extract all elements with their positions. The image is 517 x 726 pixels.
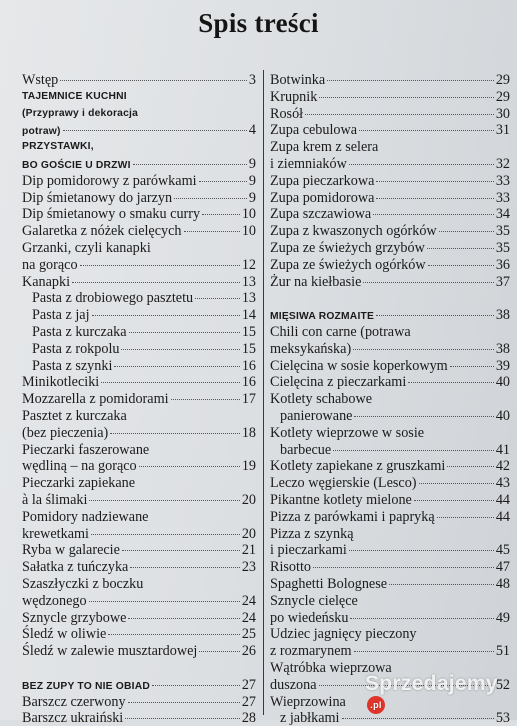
toc-page-number: 21 <box>241 542 256 559</box>
toc-entry-title: Zupa ze świeżych grzybów <box>270 240 425 256</box>
toc-entry-title: Cielęcina w sosie koperkowym <box>270 357 448 374</box>
toc-entry-title: Dip śmietanowy do jarzyn <box>22 189 173 206</box>
toc-page-number: 12 <box>241 256 256 273</box>
toc-page-number: 27 <box>241 676 256 693</box>
toc-entry <box>270 358 510 374</box>
toc-page-number: 10 <box>241 206 256 223</box>
toc-entry <box>22 576 256 592</box>
toc-leader-dots <box>389 584 494 585</box>
toc-entry-title: Cielęcina z pieczarkami <box>270 374 407 391</box>
toc-leader-dots <box>333 450 494 451</box>
toc-entry-title: potraw) <box>22 126 61 138</box>
toc-entry <box>22 257 256 273</box>
toc-entry <box>22 223 256 239</box>
toc-entry-title: Zupa cebulowa <box>270 122 358 139</box>
toc-entry-title: Pasta z rokpolu <box>32 340 120 357</box>
toc-page-number: 33 <box>495 172 510 189</box>
toc-leader-dots <box>92 315 240 316</box>
toc-leader-dots <box>89 601 240 602</box>
toc-leader-dots <box>376 315 494 316</box>
toc-page-number: 43 <box>495 475 510 492</box>
toc-leader-dots <box>139 466 240 467</box>
toc-entry <box>22 425 256 441</box>
toc-entry <box>22 341 256 357</box>
toc-entry-title: BO GOŚCIE U DRZWI <box>22 160 131 171</box>
toc-page-number: 29 <box>495 88 510 105</box>
toc-section-heading <box>22 122 256 140</box>
toc-page-number: 44 <box>495 508 510 525</box>
toc-leader-dots <box>414 500 494 501</box>
toc-entry <box>22 593 256 609</box>
toc-entry <box>270 559 510 575</box>
toc-entry <box>270 72 510 88</box>
toc-entry-title: Minikotleciki <box>22 374 100 391</box>
toc-page-number: 51 <box>495 643 510 660</box>
toc-page-number: 15 <box>241 340 256 357</box>
toc-page-number: 34 <box>495 206 510 223</box>
toc-entry <box>270 509 510 525</box>
toc-entry-title: Pasztet z kurczaka <box>22 408 127 424</box>
toc-entry-title: Wątróbka wieprzowa <box>270 660 392 676</box>
toc-leader-dots <box>121 349 239 350</box>
toc-leader-dots <box>376 198 493 199</box>
toc-entry-title: Grzanki, czyli kanapki <box>22 240 151 256</box>
toc-entry <box>22 391 256 407</box>
toc-page-number: 52 <box>495 676 510 693</box>
toc-page-number: 48 <box>495 576 510 592</box>
toc-page-number: 27 <box>241 693 256 710</box>
toc-entry-title: Zupa ze świeżych ogórków <box>270 256 426 273</box>
toc-entry <box>22 72 256 88</box>
toc-page-number: 16 <box>241 357 256 374</box>
toc-entry <box>270 274 510 290</box>
toc-entry-title: Wstęp <box>22 72 59 88</box>
toc-page-number: 40 <box>495 374 510 391</box>
toc-leader-dots <box>110 433 240 434</box>
toc-section-heading <box>22 139 256 155</box>
toc-entry-title: Zupa szczawiowa <box>270 206 372 223</box>
toc-entry-title: Pomidory nadziewane <box>22 508 149 525</box>
toc-page-number: 35 <box>495 240 510 256</box>
toc-entry <box>270 139 510 155</box>
toc-section-heading <box>22 156 256 174</box>
toc-page-number: 13 <box>241 290 256 307</box>
toc-leader-dots <box>437 517 494 518</box>
toc-entry-title: Kotlety zapiekane z gruszkami <box>270 458 446 475</box>
toc-leader-dots <box>363 282 493 283</box>
toc-section-heading <box>22 677 256 695</box>
toc-entry-title: Kanapki <box>22 273 71 290</box>
toc-page-number: 25 <box>241 626 256 643</box>
toc-page-number: 23 <box>241 559 256 576</box>
toc-entry <box>22 274 256 290</box>
toc-entry-title: Zupa pomidorowa <box>270 189 375 206</box>
toc-entry-title: Galaretka z nóżek cielęcych <box>22 223 182 240</box>
toc-leader-dots <box>89 500 239 501</box>
toc-entry-title: Mozzarella z pomidorami <box>22 391 169 408</box>
toc-leader-dots <box>199 181 247 182</box>
toc-leader-dots <box>359 130 494 131</box>
toc-page-number: 13 <box>241 273 256 290</box>
toc-entry-title: Zupa pieczarkowa <box>270 172 375 189</box>
toc-leader-dots <box>327 80 494 81</box>
toc-entry-title: Żur na kiełbasie <box>270 273 362 290</box>
toc-entry <box>270 442 510 458</box>
toc-page-number: 44 <box>495 492 510 508</box>
toc-entry <box>270 425 510 441</box>
toc-entry <box>270 458 510 474</box>
toc-leader-dots <box>152 685 240 686</box>
toc-page-number: 20 <box>241 492 256 508</box>
toc-entry-title: Pieczarki zapiekane <box>22 475 136 492</box>
toc-entry-title: Risotto <box>270 559 311 576</box>
watermark-badge: .pl <box>367 696 385 714</box>
toc-leader-dots <box>349 164 494 165</box>
toc-page-number: 14 <box>241 307 256 324</box>
toc-leader-dots <box>184 231 240 232</box>
toc-entry-title: i pieczarkami <box>270 542 347 559</box>
toc-entry <box>22 492 256 508</box>
toc-page-number: 35 <box>495 223 510 240</box>
toc-page-number: 26 <box>241 643 256 660</box>
toc-page-number: 40 <box>495 408 510 424</box>
toc-page-number: 38 <box>495 340 510 357</box>
toc-page-number: 16 <box>241 374 256 391</box>
toc-leader-dots <box>195 298 240 299</box>
toc-page-number: 15 <box>241 324 256 340</box>
toc-entry-title: Pizza z szynką <box>270 525 354 542</box>
toc-entry-title: z jabłkami <box>280 710 340 726</box>
toc-entry <box>270 240 510 256</box>
toc-entry <box>22 358 256 374</box>
toc-entry <box>22 509 256 525</box>
toc-leader-dots <box>60 80 247 81</box>
toc-entry-title: Barszcz czerwony <box>22 693 126 710</box>
toc-entry-title: Pasta z jaj <box>32 307 90 324</box>
watermark <box>365 672 517 720</box>
toc-leader-dots <box>428 265 494 266</box>
toc-entry-title: Dip śmietanowy o smaku curry <box>22 206 201 223</box>
toc-entry <box>270 190 510 206</box>
toc-leader-dots <box>91 534 240 535</box>
toc-entry <box>270 610 510 626</box>
toc-entry-title: MIĘSIWA ROZMAITE <box>270 311 375 323</box>
toc-entry <box>270 391 510 407</box>
toc-leader-dots <box>349 550 494 551</box>
toc-page-number: 24 <box>241 609 256 626</box>
toc-page-number: 38 <box>495 307 510 324</box>
toc-leader-dots <box>202 214 240 215</box>
toc-leader-dots <box>408 382 494 383</box>
toc-entry-title: panierowane <box>280 408 353 424</box>
toc-leader-dots <box>305 114 494 115</box>
toc-leader-dots <box>354 651 494 652</box>
toc-page-number: 36 <box>495 256 510 273</box>
toc-entry-title: Wieprzowina <box>270 693 346 710</box>
toc-page-number: 39 <box>495 357 510 374</box>
toc-entry <box>22 324 256 340</box>
toc-entry-title: Sznycle grzybowe <box>22 609 127 626</box>
toc-entry-title: BEZ ZUPY TO NIE OBIAD <box>22 680 150 692</box>
toc-leader-dots <box>128 702 240 703</box>
toc-entry <box>22 240 256 256</box>
toc-leader-dots <box>171 399 240 400</box>
toc-entry-title: po wiedeńsku <box>270 609 349 626</box>
toc-entry <box>22 374 256 390</box>
toc-entry <box>270 122 510 138</box>
toc-entry <box>22 559 256 575</box>
toc-entry-title: na gorąco <box>22 256 78 273</box>
toc-page-number: 28 <box>241 710 256 726</box>
toc-section-heading <box>22 106 256 122</box>
toc-entry-title: Śledź w zalewie musztardowej <box>22 643 198 660</box>
toc-page-number: 19 <box>241 458 256 475</box>
toc-entry-title: (Przyprawy i dekoracja <box>22 107 139 119</box>
toc-entry-title: wędzonego <box>22 592 87 609</box>
toc-entry <box>270 492 510 508</box>
toc-page-number: 47 <box>495 559 510 576</box>
toc-page-number: 4 <box>248 122 256 139</box>
toc-entry <box>270 156 510 172</box>
toc-leader-dots <box>419 483 494 484</box>
toc-entry-title: Pasta z szynki <box>32 357 113 374</box>
toc-page-number: 33 <box>495 189 510 206</box>
toc-page-number: 10 <box>241 223 256 240</box>
toc-entry-title: Sałatka z tuńczyka <box>22 559 129 576</box>
toc-entry-title: Pasta z kurczaka <box>32 324 127 340</box>
toc-entry-title: Kotlety wieprzowe w sosie <box>270 424 425 441</box>
toc-entry-title: Krupnik <box>270 88 318 105</box>
toc-section-heading <box>270 307 510 325</box>
toc-page-number: 53 <box>495 710 510 726</box>
toc-leader-dots <box>427 248 494 249</box>
toc-entry <box>22 643 256 659</box>
toc-page-number: 20 <box>241 525 256 542</box>
toc-entry-title: Leczo węgierskie (Lesco) <box>270 475 417 492</box>
toc-entry <box>22 610 256 626</box>
toc-entry-title: Spaghetti Bolognese <box>270 576 388 592</box>
toc-leader-dots <box>72 282 240 283</box>
toc-entry <box>22 290 256 306</box>
column-divider <box>263 70 264 715</box>
toc-page-number: 30 <box>495 105 510 122</box>
toc-page-number: 45 <box>495 542 510 559</box>
toc-entry <box>22 475 256 491</box>
toc-leader-dots <box>122 550 240 551</box>
toc-page-number: 18 <box>241 424 256 441</box>
toc-entry <box>270 576 510 592</box>
toc-entry <box>270 526 510 542</box>
toc-entry <box>270 542 510 558</box>
toc-entry <box>22 542 256 558</box>
toc-entry <box>270 374 510 390</box>
toc-entry-title: Pizza z parówkami i papryką <box>270 508 435 525</box>
toc-page-number: 17 <box>241 391 256 408</box>
toc-entry-title: Udziec jagnięcy pieczony <box>270 626 417 643</box>
toc-page-number: 32 <box>495 156 510 172</box>
toc-leader-dots <box>133 164 247 165</box>
toc-entry-title: PRZYSTAWKI, <box>22 141 94 153</box>
toc-page-number: 31 <box>495 122 510 139</box>
toc-leader-dots <box>376 181 493 182</box>
toc-entry <box>22 626 256 642</box>
toc-entry <box>270 341 510 357</box>
toc-entry <box>270 324 510 340</box>
toc-leader-dots <box>63 130 247 131</box>
toc-entry <box>270 643 510 659</box>
toc-entry-title: Pasta z drobiowego pasztetu <box>32 290 194 307</box>
toc-entry-title: krewetkami <box>22 525 89 542</box>
toc-entry <box>270 257 510 273</box>
toc-page-number: 41 <box>495 441 510 458</box>
toc-entry-title: Botwinka <box>270 72 326 88</box>
toc-leader-dots <box>174 198 247 199</box>
toc-entry-title: Chili con carne (potrawa <box>270 324 411 340</box>
toc-entry <box>22 442 256 458</box>
toc-entry <box>270 206 510 222</box>
toc-entry-title: duszona <box>270 676 317 693</box>
toc-page-number: 29 <box>495 72 510 88</box>
watermark-text: Sprzedajemy <box>365 672 498 695</box>
toc-page-number: 24 <box>241 592 256 609</box>
toc-leader-dots <box>354 416 493 417</box>
toc-leader-dots <box>350 618 493 619</box>
toc-entry <box>22 206 256 222</box>
toc-entry <box>270 408 510 424</box>
toc-entry-title: TAJEMNICE KUCHNI <box>22 90 127 102</box>
toc-leader-dots <box>313 567 494 568</box>
toc-leader-dots <box>319 97 494 98</box>
toc-entry-title: barbecue <box>280 441 332 458</box>
toc-leader-dots <box>353 349 494 350</box>
toc-entry <box>22 694 256 710</box>
toc-entry-title: (bez pieczenia) <box>22 424 109 441</box>
toc-entry-title: wędliną – na gorąco <box>22 458 137 475</box>
toc-entry-title: Szaszłyczki z boczku <box>22 576 144 592</box>
toc-leader-dots <box>80 265 240 266</box>
toc-page-number: 9 <box>248 172 256 189</box>
toc-leader-dots <box>450 366 494 367</box>
toc-entry-title: Ryba w galarecie <box>22 542 120 559</box>
toc-entry <box>270 223 510 239</box>
toc-leader-dots <box>199 651 240 652</box>
toc-entry-title: Sznycle cielęce <box>270 592 358 609</box>
toc-entry-title: i ziemniaków <box>270 156 347 172</box>
toc-leader-dots <box>101 382 240 383</box>
toc-leader-dots <box>125 718 240 719</box>
toc-section-heading <box>22 89 256 105</box>
toc-leader-dots <box>129 332 240 333</box>
toc-entry <box>270 173 510 189</box>
toc-leader-dots <box>439 231 494 232</box>
toc-entry <box>22 307 256 323</box>
toc-entry <box>22 710 256 726</box>
toc-entry <box>270 593 510 609</box>
toc-entry <box>22 173 256 189</box>
toc-entry-title: meksykańska) <box>270 340 352 357</box>
toc-entry-title: à la ślimaki <box>22 492 88 508</box>
toc-leader-dots <box>447 466 494 467</box>
toc-entry-title: Zupa krem z selera <box>270 139 379 156</box>
toc-leader-dots <box>114 366 239 367</box>
toc-entry-title: Zupa z kwaszonych ogórków <box>270 223 437 240</box>
toc-entry-title: Barszcz ukraiński <box>22 710 124 726</box>
toc-page-number: 42 <box>495 458 510 475</box>
toc-page-number: 9 <box>248 156 256 172</box>
toc-leader-dots <box>108 634 239 635</box>
toc-leader-dots <box>128 618 239 619</box>
toc-entry <box>22 408 256 424</box>
toc-leader-dots <box>373 214 494 215</box>
toc-entry <box>270 89 510 105</box>
toc-entry <box>22 458 256 474</box>
toc-page-number: 37 <box>495 273 510 290</box>
toc-entry-title: Pikantne kotlety mielone <box>270 492 412 508</box>
toc-entry <box>270 475 510 491</box>
toc-entry <box>270 106 510 122</box>
toc-entry-title: Pieczarki faszerowane <box>22 441 150 458</box>
toc-page-number: 49 <box>495 609 510 626</box>
toc-entry-title: z rozmarynem <box>270 643 352 660</box>
toc-leader-dots <box>130 567 239 568</box>
toc-entry-title: Kotlety schabowe <box>270 391 373 408</box>
page-title: Spis treści <box>198 8 319 38</box>
toc-entry <box>22 190 256 206</box>
toc-page-number: 9 <box>248 189 256 206</box>
toc-entry <box>270 626 510 642</box>
toc-entry-title: Dip pomidorowy z parówkami <box>22 172 197 189</box>
toc-entry-title: Śledź w oliwie <box>22 626 107 643</box>
toc-entry <box>22 526 256 542</box>
toc-entry-title: Rosół <box>270 105 304 122</box>
toc-page-number: 3 <box>248 72 256 88</box>
